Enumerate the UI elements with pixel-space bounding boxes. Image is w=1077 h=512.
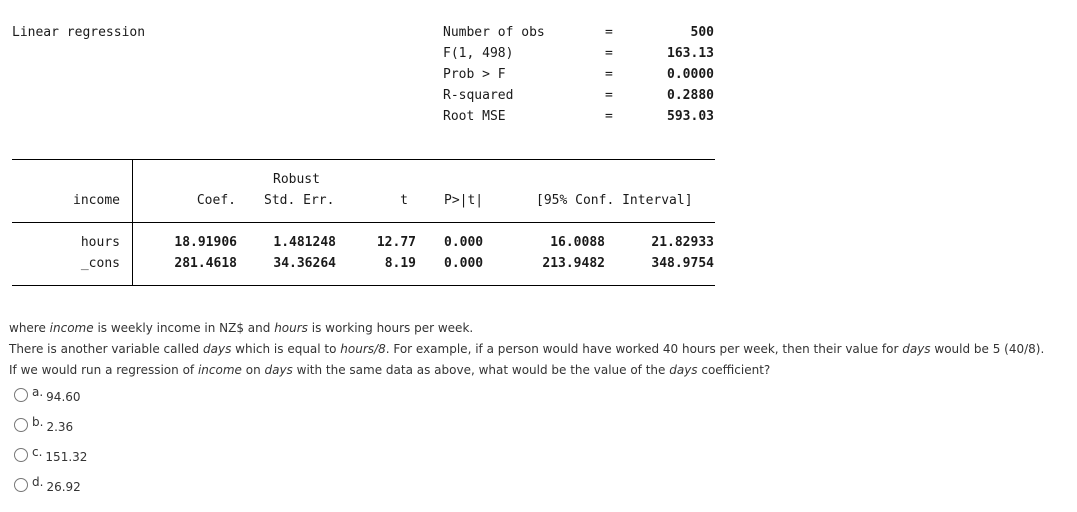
option-value: 2.36 (46, 420, 74, 434)
stat-label: R-squared (443, 88, 514, 103)
table-bottom-rule (12, 285, 715, 286)
row-var: hours (80, 235, 120, 250)
option-value: 94.60 (46, 390, 81, 404)
stat-eq: = (605, 109, 613, 124)
stat-eq: = (605, 25, 613, 40)
row-t: 8.19 (384, 256, 416, 271)
stat-eq: = (605, 88, 613, 103)
row-se: 1.481248 (273, 235, 336, 250)
option-letter: c. (32, 445, 43, 459)
stat-label: F(1, 498) (443, 46, 514, 61)
option-b[interactable] (14, 415, 73, 435)
stat-value: 163.13 (667, 46, 714, 61)
header-ci: [95% Conf. Interval] (536, 193, 693, 208)
stat-value: 0.2880 (667, 88, 714, 103)
row-p: 0.000 (444, 256, 484, 271)
stat-label: Number of obs (443, 25, 545, 40)
radio-button[interactable] (14, 388, 28, 402)
row-coef: 281.4618 (174, 256, 237, 271)
option-a[interactable] (14, 385, 81, 405)
question-line-3: If we would run a regression of income on days with the same data as above, what would be the value of the days coefficient? (9, 363, 771, 377)
stat-value: 0.0000 (667, 67, 714, 82)
table-header-rule (12, 222, 715, 223)
radio-button[interactable] (14, 478, 28, 492)
option-d[interactable] (14, 475, 81, 495)
header-stderr: Std. Err. (264, 193, 335, 208)
row-ci-high: 348.9754 (651, 256, 714, 271)
question-line-1: where income is weekly income in NZ$ and hours is working hours per week. (9, 321, 474, 335)
header-p: P>|t| (444, 193, 484, 208)
row-p: 0.000 (444, 235, 484, 250)
radio-button[interactable] (14, 418, 28, 432)
header-coef: Coef. (196, 193, 236, 208)
question-line-2: There is another variable called days which is equal to hours/8. For example, if a person would have worked 40 hours per week, then their value for days would be 5 (40/8). (9, 342, 1045, 356)
row-ci-low: 213.9482 (542, 256, 605, 271)
stat-eq: = (605, 67, 613, 82)
stat-label: Prob > F (443, 67, 506, 82)
stat-label: Root MSE (443, 109, 506, 124)
row-se: 34.36264 (273, 256, 336, 271)
option-value: 151.32 (45, 450, 88, 464)
option-letter: a. (32, 385, 44, 399)
table-top-rule (12, 159, 715, 160)
header-robust: Robust (273, 172, 320, 187)
row-ci-low: 16.0088 (550, 235, 605, 250)
stat-value: 500 (690, 25, 714, 40)
option-value: 26.92 (46, 480, 81, 494)
regression-title: Linear regression (12, 25, 146, 40)
row-var: _cons (80, 256, 120, 271)
option-letter: b. (32, 415, 44, 429)
table-divider (132, 159, 133, 286)
header-t: t (400, 193, 408, 208)
radio-button[interactable] (14, 448, 28, 462)
row-t: 12.77 (376, 235, 416, 250)
option-letter: d. (32, 475, 44, 489)
option-c[interactable] (14, 445, 87, 465)
stat-value: 593.03 (667, 109, 714, 124)
header-depvar: income (73, 193, 120, 208)
stat-eq: = (605, 46, 613, 61)
row-ci-high: 21.82933 (651, 235, 714, 250)
row-coef: 18.91906 (174, 235, 237, 250)
